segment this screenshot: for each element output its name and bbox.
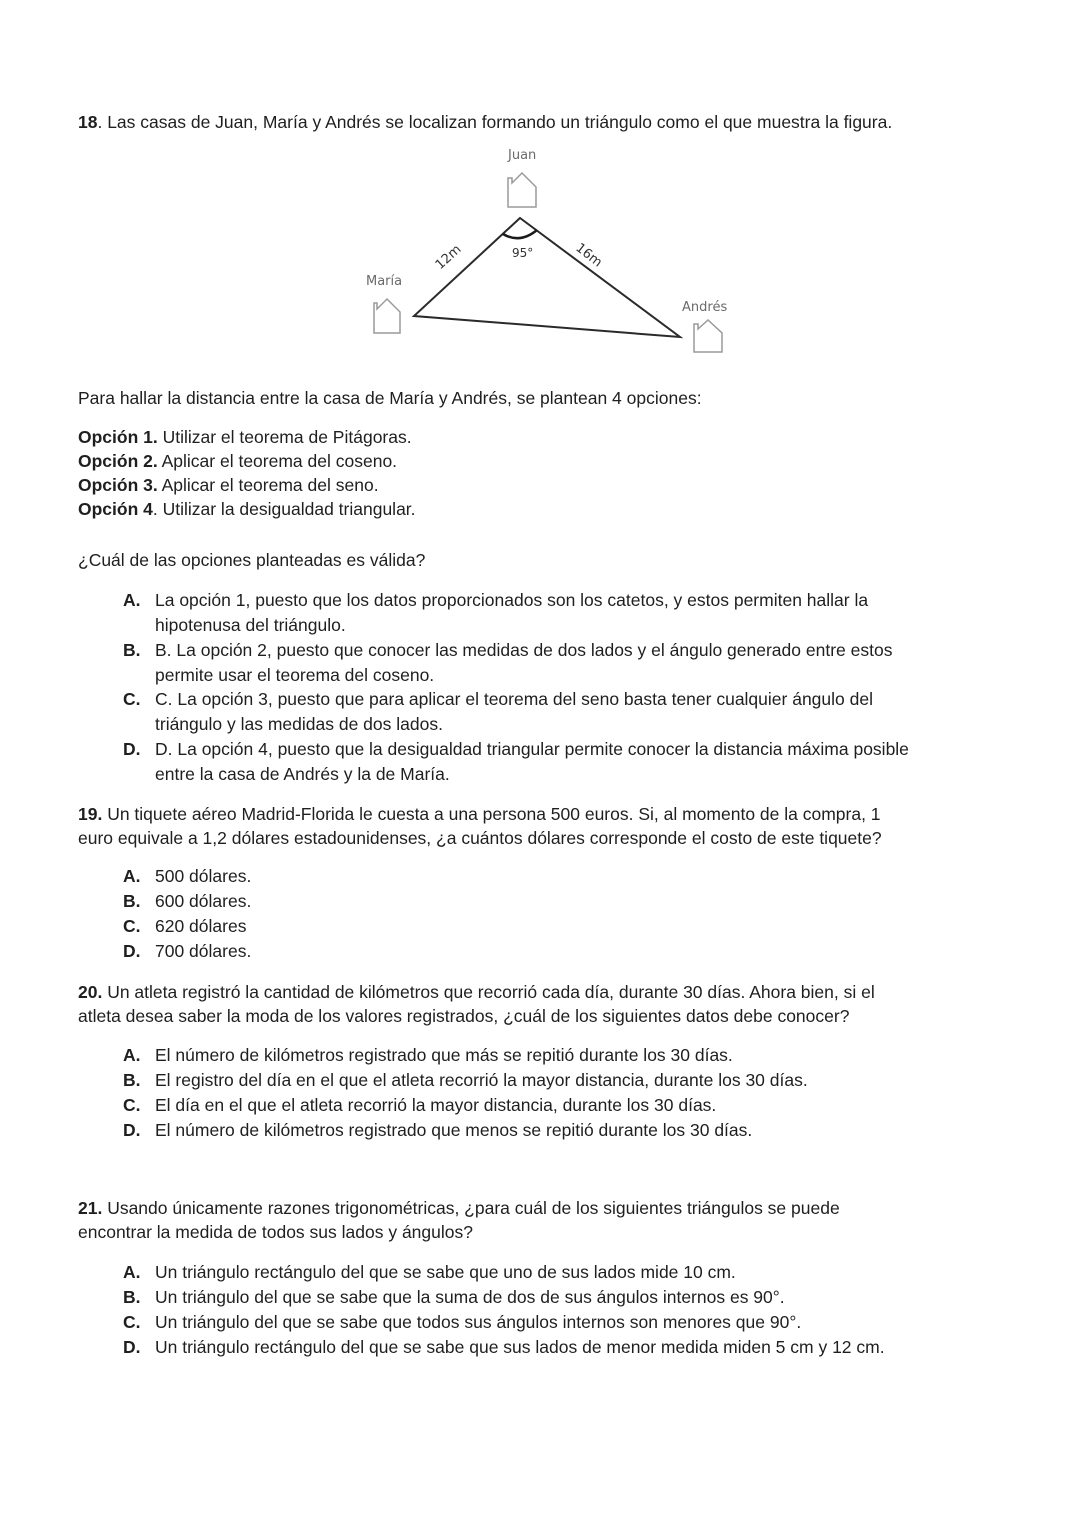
q20-option-b[interactable]: B. El registro del día en el que el atleta recorrió la mayor distancia, durante los 30 días. (123, 1070, 808, 1090)
q19-option-c[interactable]: C. 620 dólares (123, 916, 247, 936)
q21-stem-2: encontrar la medida de todos sus lados y ángulos? (78, 1222, 473, 1242)
q18-number: 18 (78, 112, 98, 132)
q20-option-a[interactable]: A. El número de kilómetros registrado que más se repitió durante los 30 días. (123, 1045, 733, 1065)
house-icon (694, 320, 722, 352)
q21-option-b[interactable]: B. Un triángulo del que se sabe que la suma de dos de sus ángulos internos es 90°. (123, 1287, 785, 1307)
q20-option-c[interactable]: C. El día en el que el atleta recorrió la mayor distancia, durante los 30 días. (123, 1095, 717, 1115)
q18-intro: Para hallar la distancia entre la casa de María y Andrés, se plantean 4 opciones: (78, 388, 702, 408)
q19-stem-1: 19. Un tiquete aéreo Madrid-Florida le cuesta a una persona 500 euros. Si, al momento de la compra, 1 (78, 804, 881, 824)
triangle-figure (340, 140, 760, 370)
house-icon (508, 173, 536, 207)
angle-juan: 95° (512, 246, 534, 260)
q18-stem: 18. Las casas de Juan, María y Andrés se localizan formando un triángulo como el que muestra la figura. (78, 112, 893, 132)
q18-question: ¿Cuál de las opciones planteadas es válida? (78, 550, 426, 570)
q18-option-d[interactable]: D. D. La opción 4, puesto que la desigualdad triangular permite conocer la distancia máxima posible entre la casa de Andrés y la de María. (123, 739, 909, 784)
q18-option-c[interactable]: C. C. La opción 3, puesto que para aplicar el teorema del seno basta tener cualquier ángulo del triángulo y las medidas de dos lados. (123, 689, 873, 734)
proposal-3: Opción 3. Aplicar el teorema del seno. (78, 475, 379, 495)
label-andres: Andrés (682, 300, 728, 315)
q19-option-a[interactable]: A. 500 dólares. (123, 866, 252, 886)
q21-option-d[interactable]: D. Un triángulo rectángulo del que se sabe que sus lados de menor medida miden 5 cm y 12 cm. (123, 1337, 885, 1357)
q21-stem-1: 21. Usando únicamente razones trigonométricas, ¿para cuál de los siguientes triángulos se puede (78, 1198, 840, 1218)
q19-option-d[interactable]: D. 700 dólares. (123, 941, 252, 961)
q21-option-a[interactable]: A. Un triángulo rectángulo del que se sabe que uno de sus lados mide 10 cm. (123, 1262, 736, 1282)
house-icon (374, 299, 400, 333)
q19-stem-2: euro equivale a 1,2 dólares estadounidenses, ¿a cuántos dólares corresponde el costo de este tiquete? (78, 828, 882, 848)
q20-stem-2: atleta desea saber la moda de los valores registrados, ¿cuál de los siguientes datos debe conocer? (78, 1006, 850, 1026)
side-juan-andres: 16m (572, 240, 605, 271)
label-juan: Juan (508, 148, 537, 163)
side-juan-maria: 12m (432, 242, 465, 273)
q20-stem-1: 20. Un atleta registró la cantidad de kilómetros que recorrió cada día, durante 30 días. Ahora bien, si el (78, 982, 875, 1002)
proposal-2: Opción 2. Aplicar el teorema del coseno. (78, 451, 398, 471)
label-maria: María (366, 274, 403, 289)
q21-option-c[interactable]: C. Un triángulo del que se sabe que todos sus ángulos internos son menores que 90°. (123, 1312, 802, 1332)
triangle-diagram (340, 140, 760, 370)
proposal-1: Opción 1. Utilizar el teorema de Pitágoras. (78, 427, 412, 447)
q18-option-a[interactable]: A. La opción 1, puesto que los datos proporcionados son los catetos, y estos permiten hallar la hipotenusa del triángulo. (123, 590, 869, 635)
q19-option-b[interactable]: B. 600 dólares. (123, 891, 252, 911)
q20-option-d[interactable]: D. El número de kilómetros registrado que menos se repitió durante los 30 días. (123, 1120, 753, 1140)
proposal-4: Opción 4. Utilizar la desigualdad triangular. (78, 499, 416, 519)
q18-option-b[interactable]: B. B. La opción 2, puesto que conocer las medidas de dos lados y el ángulo generado entre estos permite usar el teorema del coseno. (123, 640, 893, 685)
